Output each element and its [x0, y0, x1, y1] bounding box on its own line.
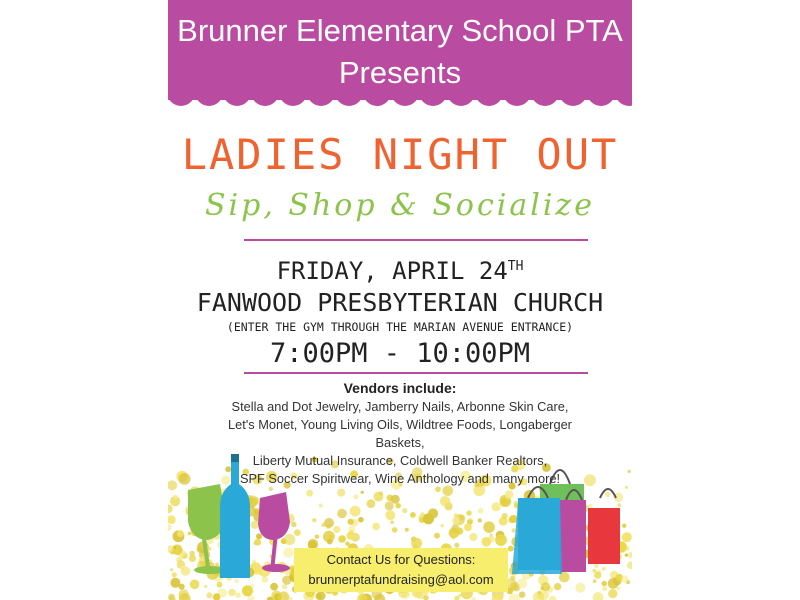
vendors-line: SPF Soccer Spiritwear, Wine Anthology and many more! [239, 471, 561, 486]
header-line-2: Presents [338, 55, 462, 90]
contact-box [294, 548, 508, 592]
header-text [168, 10, 632, 94]
vendors-heading: Vendors include: [343, 380, 457, 396]
vendors-line: Liberty Mutual Insurance, Coldwell Banker Realtors, [252, 453, 548, 468]
wine-glass-pink-icon [258, 492, 290, 572]
event-date-main: FRIDAY, APRIL 24 [276, 257, 508, 285]
event-title: LADIES NIGHT OUT [181, 130, 619, 179]
event-entrance-note: (ENTER THE GYM THROUGH THE MARIAN AVENUE ENTRANCE) [226, 320, 574, 334]
header-line-1: Brunner Elementary School PTA [177, 13, 623, 48]
event-date [168, 250, 632, 288]
flyer [168, 0, 632, 600]
divider-bottom [244, 372, 588, 374]
contact-email-link[interactable]: brunnerptafundraising@aol.com [308, 572, 494, 587]
vendors-line: Let's Monet, Young Living Oils, Wildtree Foods, Longaberger Baskets, [228, 417, 572, 450]
event-time: 7:00PM - 10:00PM [269, 338, 531, 369]
event-location: FANWOOD PRESBYTERIAN CHURCH [196, 288, 604, 317]
vendors-list [208, 398, 592, 488]
event-date-suffix: TH [507, 259, 524, 274]
divider-top [244, 239, 588, 241]
contact-heading: Contact Us for Questions: [326, 552, 476, 567]
event-tagline: Sip, Shop & Socialize [205, 188, 595, 223]
vendors-line: Stella and Dot Jewelry, Jamberry Nails, Arbonne Skin Care, [231, 399, 569, 414]
